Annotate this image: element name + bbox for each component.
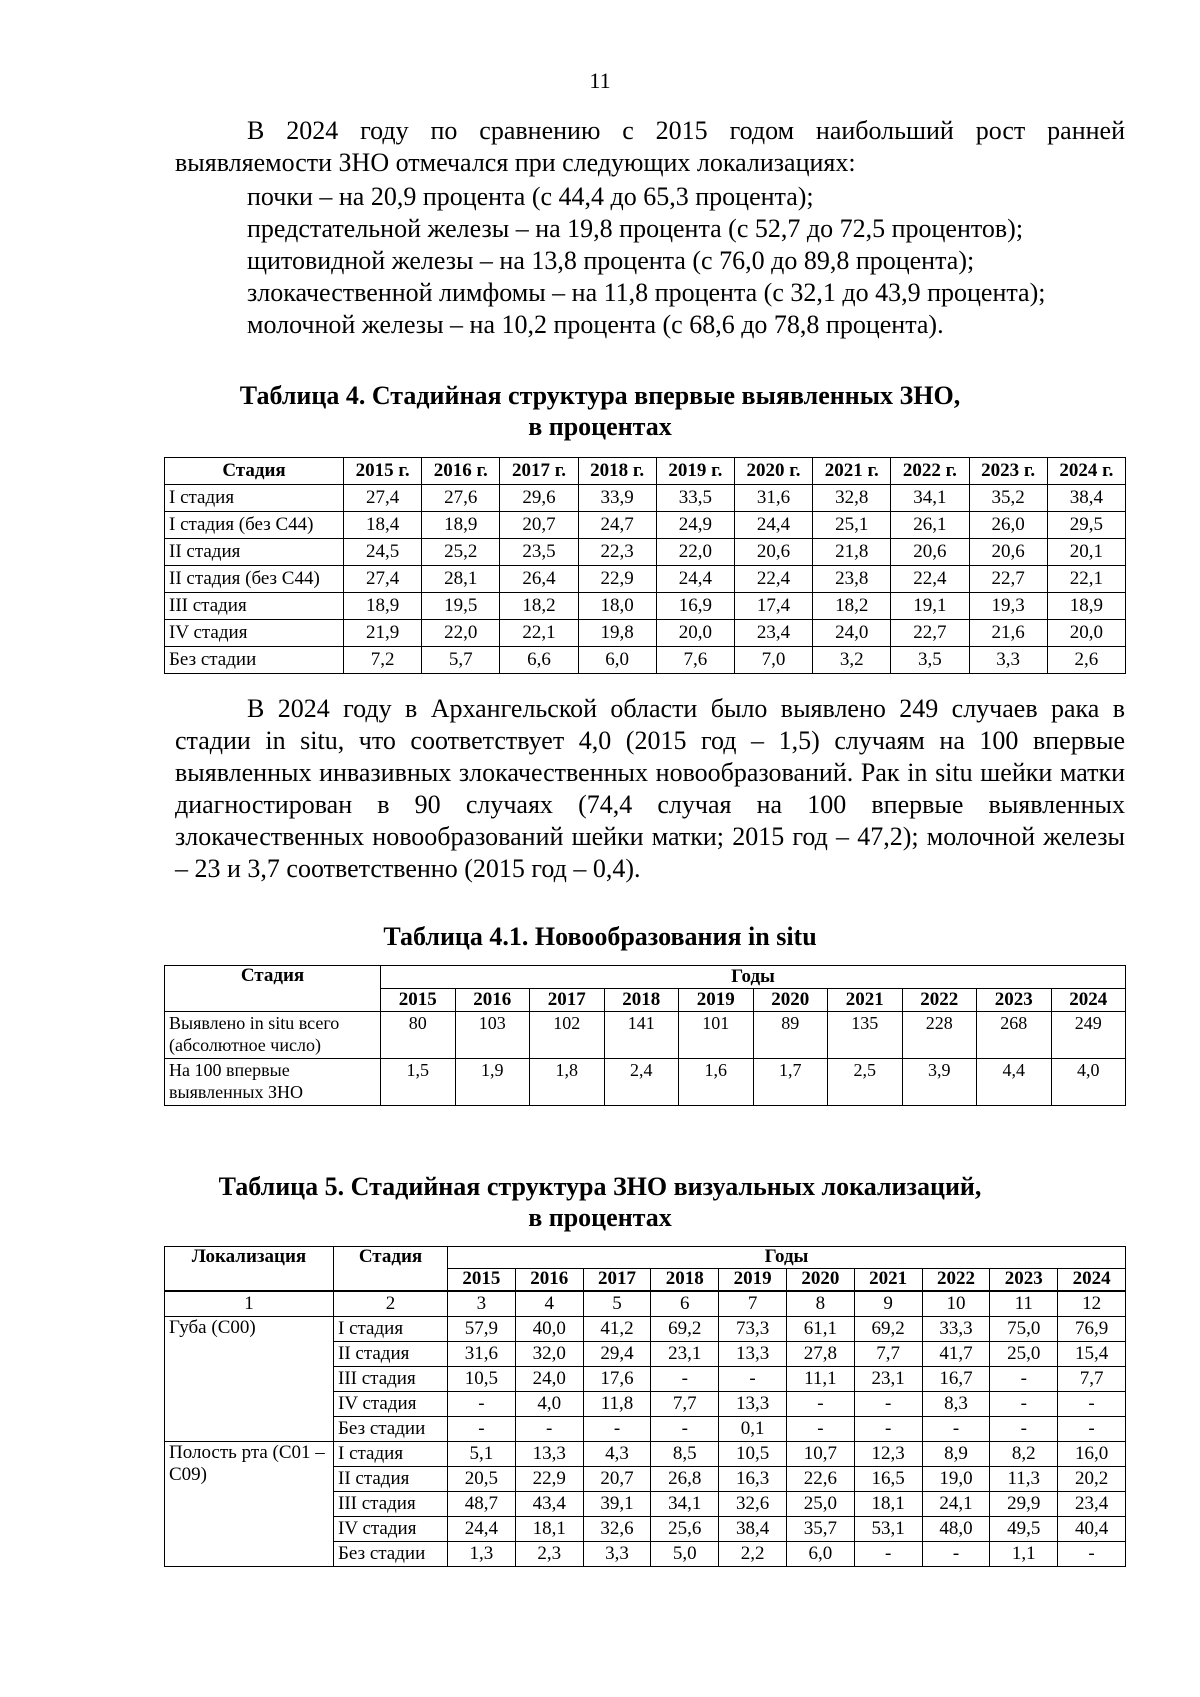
table-cell: 135 [828,1012,903,1059]
table-row [165,1317,1126,1342]
year-header: 2018 [604,989,679,1012]
table-cell: 69,2 [651,1317,719,1342]
table-cell: 7,7 [651,1392,719,1417]
table-cell: 24,1 [922,1492,990,1517]
table-row [165,512,1126,539]
table-cell: 5,7 [422,647,500,674]
table-cell: 35,2 [969,485,1047,512]
table-cell: 40,4 [1058,1517,1126,1542]
table-cell: 18,1 [854,1492,922,1517]
table-cell: - [990,1367,1058,1392]
table-cell: 228 [902,1012,977,1059]
table-cell: 89 [753,1012,828,1059]
table4-caption-line2: в процентах [528,412,672,441]
table-cell: 49,5 [990,1517,1058,1542]
table-cell: 35,7 [786,1517,854,1542]
table-cell: 18,2 [500,593,578,620]
table-cell: - [854,1417,922,1442]
table-cell: 22,6 [786,1467,854,1492]
table-cell: 29,4 [583,1342,651,1367]
table-cell: 22,7 [969,566,1047,593]
table-cell: - [786,1417,854,1442]
table-cell: 11,3 [990,1467,1058,1492]
table-cell: 20,7 [583,1467,651,1492]
year-header: 2016 [455,989,530,1012]
header-cell: 2017 г. [500,458,578,485]
table41-caption: Таблица 4.1. Новообразования in situ [383,922,817,951]
table-cell: 102 [530,1012,605,1059]
table-cell: - [651,1367,719,1392]
table-cell: 48,7 [448,1492,516,1517]
column-index-cell: 9 [854,1291,922,1317]
year-header: 2022 [902,989,977,1012]
table-cell: 1,5 [381,1059,456,1106]
header-cell: 2019 г. [656,458,734,485]
table-cell: 18,1 [515,1517,583,1542]
table-cell: 41,7 [922,1342,990,1367]
stage-header: Стадия [165,966,381,1012]
table-cell: 24,4 [656,566,734,593]
table-cell: 1,1 [990,1542,1058,1567]
table-cell: 32,0 [515,1342,583,1367]
year-header: 2020 [786,1269,854,1292]
table-cell: 43,4 [515,1492,583,1517]
table-cell: - [990,1417,1058,1442]
table-row [165,647,1126,674]
table-cell: 8,2 [990,1442,1058,1467]
table-cell: 22,9 [515,1467,583,1492]
stage-cell: III стадия [334,1367,448,1392]
table-cell: 24,0 [515,1367,583,1392]
column-index-cell: 11 [990,1291,1058,1317]
year-header: 2021 [828,989,903,1012]
table-cell: 53,1 [854,1517,922,1542]
table-cell: - [1058,1417,1126,1442]
table-cell: 8,5 [651,1442,719,1467]
table-cell: 6,6 [500,647,578,674]
table-cell: - [651,1417,719,1442]
row-label: I стадия (без С44) [165,512,344,539]
table-cell: 2,2 [719,1542,787,1567]
stage-header: Стадия [334,1247,448,1292]
stage-cell: III стадия [334,1492,448,1517]
table-cell: 10,5 [448,1367,516,1392]
header-cell: 2020 г. [734,458,812,485]
table-cell: - [1058,1392,1126,1417]
table-cell: 23,8 [813,566,891,593]
year-header: 2024 [1051,989,1126,1012]
localization-header: Локализация [165,1247,334,1292]
table-cell: 18,9 [344,593,422,620]
row-label: II стадия (без С44) [165,566,344,593]
row-label: Выявлено in situ всего (абсолютное число) [165,1012,381,1059]
table-cell: 3,2 [813,647,891,674]
row-label: III стадия [165,593,344,620]
column-index-cell: 10 [922,1291,990,1317]
table-cell: 20,0 [1047,620,1125,647]
table-cell: 26,0 [969,512,1047,539]
table-cell: 6,0 [786,1542,854,1567]
table-cell: 4,4 [977,1059,1052,1106]
row-label: Без стадии [165,647,344,674]
header-cell: 2024 г. [1047,458,1125,485]
year-header: 2020 [753,989,828,1012]
list-item: злокачественной лимфомы – на 11,8 процента (с 32,1 до 43,9 процента); [247,278,1046,307]
table-cell: 268 [977,1012,1052,1059]
table-cell: 24,4 [448,1517,516,1542]
table-cell: 15,4 [1058,1342,1126,1367]
table-cell: 38,4 [1047,485,1125,512]
table-cell: - [448,1417,516,1442]
table-cell: 6,0 [578,647,656,674]
table-cell: 16,0 [1058,1442,1126,1467]
table-cell: 20,2 [1058,1467,1126,1492]
table-cell: 29,5 [1047,512,1125,539]
stage-cell: I стадия [334,1317,448,1342]
header-cell: 2018 г. [578,458,656,485]
table4-stage-structure [164,457,1126,674]
table-cell: 24,4 [734,512,812,539]
table-cell: 26,8 [651,1467,719,1492]
table-cell: 16,7 [922,1367,990,1392]
table-cell: 25,0 [990,1342,1058,1367]
table-cell: 19,8 [578,620,656,647]
table-cell: 7,7 [1058,1367,1126,1392]
table-cell: 25,2 [422,539,500,566]
table-cell: 3,5 [891,647,969,674]
table-cell: 7,0 [734,647,812,674]
table-cell: 0,1 [719,1417,787,1442]
table-cell: 31,6 [734,485,812,512]
table-cell: 22,1 [1047,566,1125,593]
table-cell: 25,0 [786,1492,854,1517]
stage-cell: II стадия [334,1467,448,1492]
year-header: 2016 [515,1269,583,1292]
table-header-row [165,966,1126,989]
table-cell: 3,9 [902,1059,977,1106]
table-row [165,485,1126,512]
table-cell: 34,1 [891,485,969,512]
table-cell: 22,3 [578,539,656,566]
table-cell: 16,9 [656,593,734,620]
header-cell: 2022 г. [891,458,969,485]
stage-cell: Без стадии [334,1417,448,1442]
column-index-cell: 7 [719,1291,787,1317]
table-cell: 3,3 [969,647,1047,674]
table-cell: 19,5 [422,593,500,620]
localization-cell: Полость рта (С01 – С09) [165,1442,334,1567]
table-cell: 10,7 [786,1442,854,1467]
table-cell: 7,7 [854,1342,922,1367]
table-row [165,1442,1126,1467]
table-cell: 249 [1051,1012,1126,1059]
table-cell: 12,3 [854,1442,922,1467]
column-index-cell: 5 [583,1291,651,1317]
year-header: 2019 [719,1269,787,1292]
table-cell: 22,0 [656,539,734,566]
header-cell: 2016 г. [422,458,500,485]
table-cell: - [719,1367,787,1392]
table-cell: 21,8 [813,539,891,566]
row-label: II стадия [165,539,344,566]
stage-cell: IV стадия [334,1392,448,1417]
table-cell: 22,4 [891,566,969,593]
table-cell: 22,0 [422,620,500,647]
years-header: Годы [381,966,1126,989]
year-header: 2015 [381,989,456,1012]
table-cell: 33,9 [578,485,656,512]
table5-visual-localizations [164,1246,1126,1567]
stage-cell: IV стадия [334,1517,448,1542]
table-cell: 27,8 [786,1342,854,1367]
table-row [165,1059,1126,1106]
table-cell: - [922,1417,990,1442]
table-cell: 27,4 [344,566,422,593]
column-index-cell: 6 [651,1291,719,1317]
year-header: 2017 [583,1269,651,1292]
table-cell: 8,3 [922,1392,990,1417]
table-row [165,539,1126,566]
table-cell: 11,1 [786,1367,854,1392]
table-cell: 29,6 [500,485,578,512]
table-cell: 20,6 [891,539,969,566]
localization-cell: Губа (С00) [165,1317,334,1442]
table-cell: 75,0 [990,1317,1058,1342]
table-cell: 23,1 [854,1367,922,1392]
table-cell: 19,3 [969,593,1047,620]
table-cell: 11,8 [583,1392,651,1417]
table5-caption-line1: Таблица 5. Стадийная структура ЗНО визуальных локализаций, [218,1172,982,1201]
table-cell: 57,9 [448,1317,516,1342]
table-cell: 4,0 [515,1392,583,1417]
table5-caption-line2: в процентах [528,1203,672,1232]
column-index-cell: 1 [165,1291,334,1317]
table-cell: 29,9 [990,1492,1058,1517]
table-cell: - [583,1417,651,1442]
table-cell: 24,5 [344,539,422,566]
table-cell: 21,6 [969,620,1047,647]
table-cell: 13,3 [719,1392,787,1417]
intro-paragraph: В 2024 году по сравнению с 2015 годом наибольший рост ранней выявляемости ЗНО отмечался при следующих локализациях: [175,116,1125,177]
table-cell: 2,5 [828,1059,903,1106]
table-cell: 40,0 [515,1317,583,1342]
table-cell: 32,8 [813,485,891,512]
table-cell: 28,1 [422,566,500,593]
table-cell: 2,4 [604,1059,679,1106]
table-cell: - [854,1392,922,1417]
table-cell: 32,6 [583,1517,651,1542]
table-cell: 17,4 [734,593,812,620]
table-cell: 18,9 [422,512,500,539]
table-cell: 1,9 [455,1059,530,1106]
year-header: 2015 [448,1269,516,1292]
table5-caption [0,1171,1200,1233]
table-cell: 33,3 [922,1317,990,1342]
table-cell: 76,9 [1058,1317,1126,1342]
year-header: 2018 [651,1269,719,1292]
table-cell: 7,6 [656,647,734,674]
column-index-cell: 2 [334,1291,448,1317]
table-row [165,620,1126,647]
table-cell: 18,4 [344,512,422,539]
table-cell: 18,9 [1047,593,1125,620]
row-label: IV стадия [165,620,344,647]
table-cell: 101 [679,1012,754,1059]
table-row [165,566,1126,593]
header-cell: 2021 г. [813,458,891,485]
table-cell: 21,9 [344,620,422,647]
table-cell: 38,4 [719,1517,787,1542]
row-label: I стадия [165,485,344,512]
table-cell: 4,0 [1051,1059,1126,1106]
year-header: 2023 [977,989,1052,1012]
table-cell: 23,5 [500,539,578,566]
table-cell: 24,0 [813,620,891,647]
table-cell: 2,6 [1047,647,1125,674]
list-item: почки – на 20,9 процента (с 44,4 до 65,3 процента); [247,182,814,211]
stage-cell: I стадия [334,1442,448,1467]
table4-caption-line1: Таблица 4. Стадийная структура впервые выявленных ЗНО, [239,381,961,410]
stage-cell: Без стадии [334,1542,448,1567]
table-cell: 22,7 [891,620,969,647]
table-cell: - [990,1392,1058,1417]
table-cell: 22,4 [734,566,812,593]
table-cell: 26,4 [500,566,578,593]
table-cell: 24,7 [578,512,656,539]
table-cell: 16,3 [719,1467,787,1492]
table-cell: 32,6 [719,1492,787,1517]
column-index-cell: 8 [786,1291,854,1317]
table-cell: 73,3 [719,1317,787,1342]
years-header: Годы [448,1247,1126,1269]
list-item: предстательной железы – на 19,8 процента (с 52,7 до 72,5 процентов); [247,214,1024,243]
table-cell: 5,1 [448,1442,516,1467]
table-cell: 5,0 [651,1542,719,1567]
header-cell: 2023 г. [969,458,1047,485]
table-cell: 61,1 [786,1317,854,1342]
table-row [165,1012,1126,1059]
table-cell: 13,3 [515,1442,583,1467]
table-cell: 141 [604,1012,679,1059]
column-index-cell: 3 [448,1291,516,1317]
table-cell: 23,4 [734,620,812,647]
table-cell: 23,4 [1058,1492,1126,1517]
table-cell: 69,2 [854,1317,922,1342]
column-index-cell: 4 [515,1291,583,1317]
table-cell: 18,2 [813,593,891,620]
column-index-cell: 12 [1058,1291,1126,1317]
table-header-row [165,458,1126,485]
page-number: 11 [589,68,611,93]
table-cell: - [448,1392,516,1417]
table-cell: 16,5 [854,1467,922,1492]
stage-cell: II стадия [334,1342,448,1367]
table-cell: - [854,1542,922,1567]
table-cell: 48,0 [922,1517,990,1542]
table-cell: 22,9 [578,566,656,593]
table-cell: 2,3 [515,1542,583,1567]
table-cell: 24,9 [656,512,734,539]
table-cell: 17,6 [583,1367,651,1392]
table-cell: 7,2 [344,647,422,674]
in-situ-paragraph: В 2024 году в Архангельской области было выявлено 249 случаев рака в стадии in situ, что соответствует 4,0 (2015 год – 1,5) случаям на 100 впервые выявленных инвазивных злокачественных новообразований. Рак in situ шейки матки диагностирован в 90 случаях (74,4 случая на 100 впервые выявленных злокачественных новообразований шейки матки; 2015 год – 47,2); молочной железы – 23 и 3,7 соответственно (2015 год – 0,4). [175,694,1125,883]
table-cell: 1,8 [530,1059,605,1106]
table-cell: 103 [455,1012,530,1059]
table-cell: 31,6 [448,1342,516,1367]
header-cell: Стадия [165,458,344,485]
table-cell: 10,5 [719,1442,787,1467]
table-cell: 1,3 [448,1542,516,1567]
table-cell: 20,6 [969,539,1047,566]
table-cell: 1,7 [753,1059,828,1106]
year-header: 2023 [990,1269,1058,1292]
year-header: 2024 [1058,1269,1126,1292]
table-cell: 39,1 [583,1492,651,1517]
row-label: На 100 впервые выявленных ЗНО [165,1059,381,1106]
list-item: молочной железы – на 10,2 процента (с 68,6 до 78,8 процента). [247,310,944,339]
column-index-row [165,1291,1126,1317]
table-cell: 13,3 [719,1342,787,1367]
year-header: 2019 [679,989,754,1012]
table-cell: 23,1 [651,1342,719,1367]
table-cell: - [515,1417,583,1442]
table-cell: 19,0 [922,1467,990,1492]
table-cell: - [922,1542,990,1567]
table-cell: 80 [381,1012,456,1059]
table-cell: - [1058,1542,1126,1567]
table-cell: 25,1 [813,512,891,539]
table-cell: 27,4 [344,485,422,512]
table4-caption [0,380,1200,442]
table-cell: 34,1 [651,1492,719,1517]
table-cell: 20,0 [656,620,734,647]
table-cell: 20,7 [500,512,578,539]
table-cell: 18,0 [578,593,656,620]
table-cell: 20,5 [448,1467,516,1492]
table-cell: 1,6 [679,1059,754,1106]
table-cell: 4,3 [583,1442,651,1467]
year-header: 2017 [530,989,605,1012]
table-cell: 27,6 [422,485,500,512]
table-cell: 26,1 [891,512,969,539]
table-cell: 22,1 [500,620,578,647]
list-item: щитовидной железы – на 13,8 процента (с 76,0 до 89,8 процента); [247,246,975,275]
table-cell: 19,1 [891,593,969,620]
intro-list [247,181,1045,341]
table-cell: 33,5 [656,485,734,512]
year-header: 2021 [854,1269,922,1292]
table-cell: 25,6 [651,1517,719,1542]
table41-in-situ [164,965,1126,1106]
year-header: 2022 [922,1269,990,1292]
table-cell: 20,6 [734,539,812,566]
table-cell: 41,2 [583,1317,651,1342]
table-cell: 20,1 [1047,539,1125,566]
table-cell: - [786,1392,854,1417]
table-row [165,593,1126,620]
table-header-row [165,1247,1126,1269]
table-cell: 3,3 [583,1542,651,1567]
table-cell: 8,9 [922,1442,990,1467]
header-cell: 2015 г. [344,458,422,485]
